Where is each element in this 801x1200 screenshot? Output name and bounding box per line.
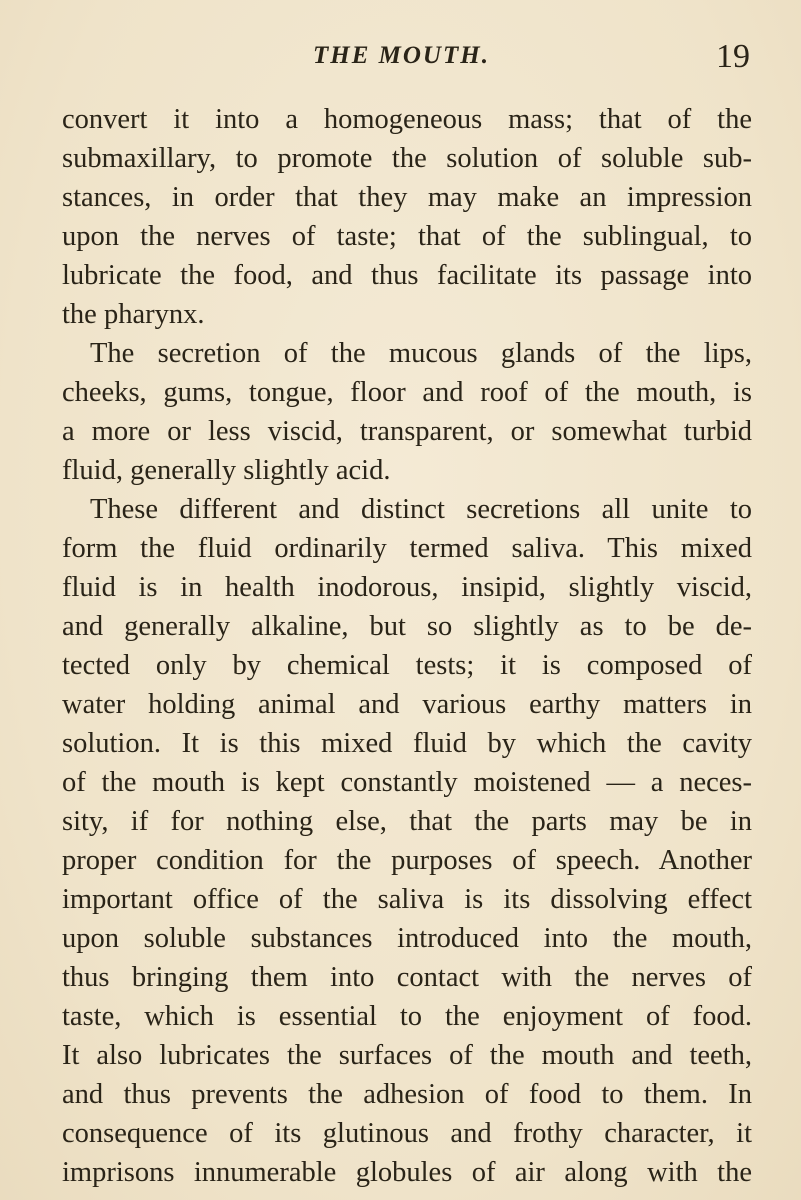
text-line: sity, if for nothing else, that the parts may be in — [62, 806, 752, 837]
text-line: The secretion of the mucous glands of the lips, — [90, 338, 752, 369]
text-line: tected only by chemical tests; it is composed of — [62, 650, 752, 681]
running-title: THE MOUTH. — [313, 42, 490, 69]
text-line: submaxillary, to promote the solution of soluble sub- — [62, 143, 752, 174]
text-line: These different and distinct secretions all unite to — [90, 494, 752, 525]
text-line: a more or less viscid, transparent, or somewhat turbid — [62, 416, 752, 447]
text-line: and thus prevents the adhesion of food to them. In — [62, 1079, 752, 1110]
text-line: the pharynx. — [62, 299, 205, 330]
text-line: form the fluid ordinarily termed saliva. This mixed — [62, 533, 752, 564]
text-line: fluid is in health inodorous, insipid, slightly viscid, — [62, 572, 752, 603]
text-line: thus bringing them into contact with the nerves of — [62, 962, 752, 993]
text-line: consequence of its glutinous and frothy character, it — [62, 1118, 752, 1149]
text-line: upon the nerves of taste; that of the sublingual, to — [62, 221, 752, 252]
body-text — [62, 100, 752, 1192]
text-line: upon soluble substances introduced into the mouth, — [62, 923, 752, 954]
text-line: taste, which is essential to the enjoyment of food. — [62, 1001, 752, 1032]
text-line: solution. It is this mixed fluid by which the cavity — [62, 728, 752, 759]
text-line: important office of the saliva is its dissolving effect — [62, 884, 752, 915]
text-line: lubricate the food, and thus facilitate its passage into — [62, 260, 752, 291]
text-line: It also lubricates the surfaces of the mouth and teeth, — [62, 1040, 752, 1071]
page-number: 19 — [716, 38, 750, 75]
text-line: imprisons innumerable globules of air along with the — [62, 1157, 752, 1188]
text-line: fluid, generally slightly acid. — [62, 455, 391, 486]
text-line: convert it into a homogeneous mass; that of the — [62, 104, 752, 135]
text-line: stances, in order that they may make an impression — [62, 182, 752, 213]
text-line: and generally alkaline, but so slightly as to be de- — [62, 611, 752, 642]
text-line: water holding animal and various earthy matters in — [62, 689, 752, 720]
text-line: cheeks, gums, tongue, floor and roof of the mouth, is — [62, 377, 752, 408]
running-head — [0, 40, 801, 80]
text-line: of the mouth is kept constantly moistened — a neces- — [62, 767, 752, 798]
text-line: proper condition for the purposes of speech. Another — [62, 845, 752, 876]
